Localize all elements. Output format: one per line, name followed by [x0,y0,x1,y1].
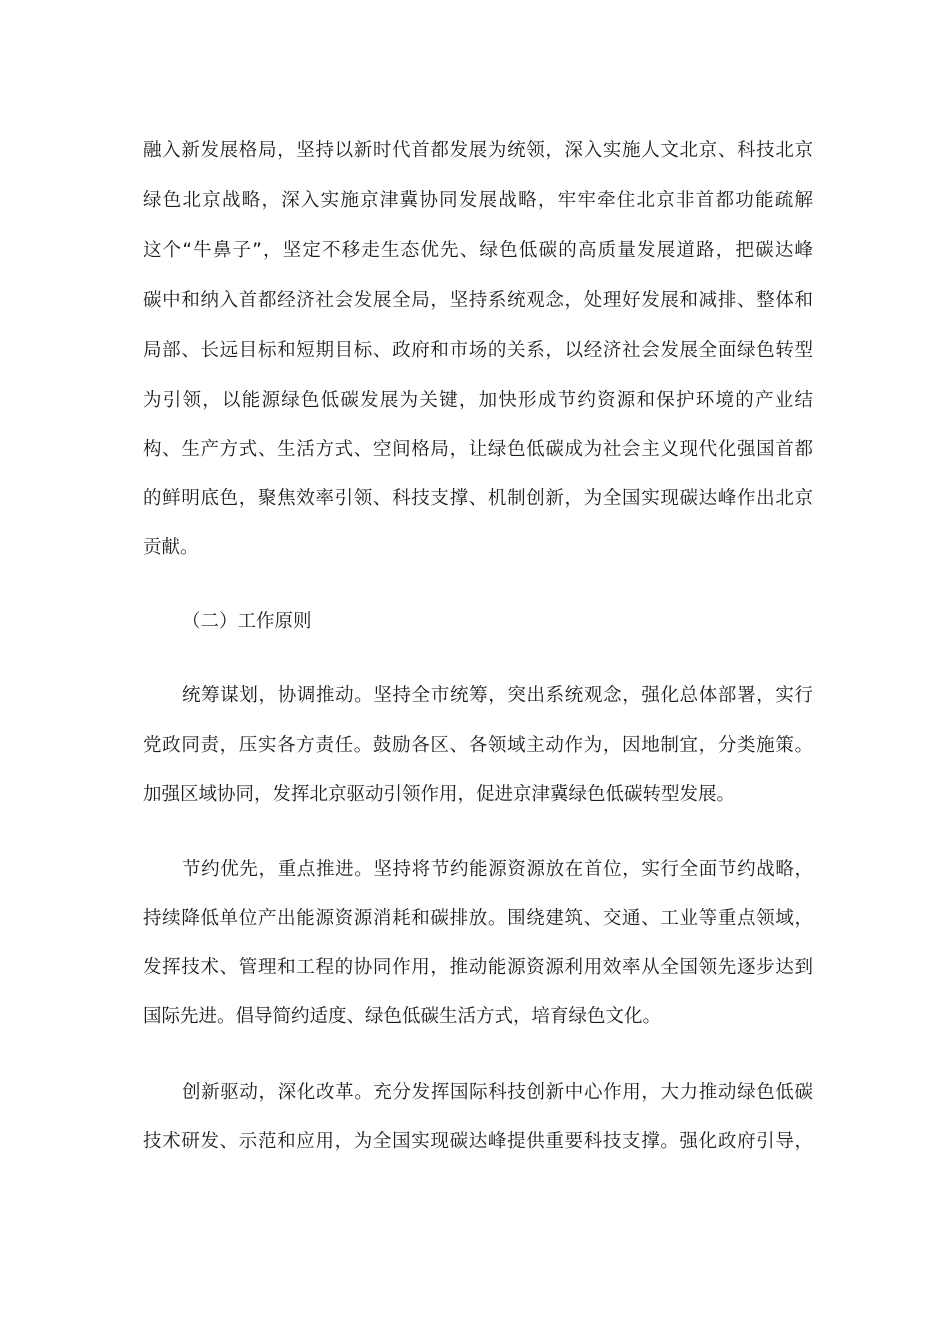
text-line: 节约优先，重点推进。坚持将节约能源资源放在首位，实行全面节约战略， [182,859,813,880]
section-heading: （二）工作原则 [182,611,312,632]
text-line: 构、生产方式、生活方式、空间格局，让绿色低碳成为社会主义现代化强国首都 [143,439,813,460]
text-line: 绿色北京战略，深入实施京津冀协同发展战略，牢牢牵住北京非首都功能疏解 [143,190,813,211]
text-line: 发挥技术、管理和工程的协同作用，推动能源资源利用效率从全国领先逐步达到 [143,957,813,978]
text-line: 局部、长远目标和短期目标、政府和市场的关系，以经济社会发展全面绿色转型 [143,340,813,361]
text-line: 技术研发、示范和应用，为全国实现碳达峰提供重要科技支撑。强化政府引导， [143,1131,813,1152]
text-line: 党政同责，压实各方责任。鼓励各区、各领域主动作为，因地制宜，分类施策。 [143,735,813,756]
text-line: 融入新发展格局，坚持以新时代首都发展为统领，深入实施人文北京、科技北京 [143,140,813,161]
text-line: 碳中和纳入首都经济社会发展全局，坚持系统观念，处理好发展和减排、整体和 [143,290,813,311]
text-line: 的鲜明底色，聚焦效率引领、科技支撑、机制创新，为全国实现碳达峰作出北京 [143,488,813,509]
text-line: 持续降低单位产出能源资源消耗和碳排放。围绕建筑、交通、工业等重点领域， [143,908,813,929]
text-line: 创新驱动，深化改革。充分发挥国际科技创新中心作用，大力推动绿色低碳 [182,1082,813,1103]
text-line: 这个“牛鼻子”，坚定不移走生态优先、绿色低碳的高质量发展道路，把碳达峰 [143,240,813,261]
text-line: 为引领，以能源绿色低碳发展为关键，加快形成节约资源和保护环境的产业结 [143,390,813,411]
text-line: 统筹谋划，协调推动。坚持全市统筹，突出系统观念，强化总体部署，实行 [182,685,813,706]
text-line: 国际先进。倡导简约适度、绿色低碳生活方式，培育绿色文化。 [143,1006,662,1027]
text-line: 加强区域协同，发挥北京驱动引领作用，促进京津冀绿色低碳转型发展。 [143,784,736,805]
text-line: 贡献。 [143,537,199,558]
